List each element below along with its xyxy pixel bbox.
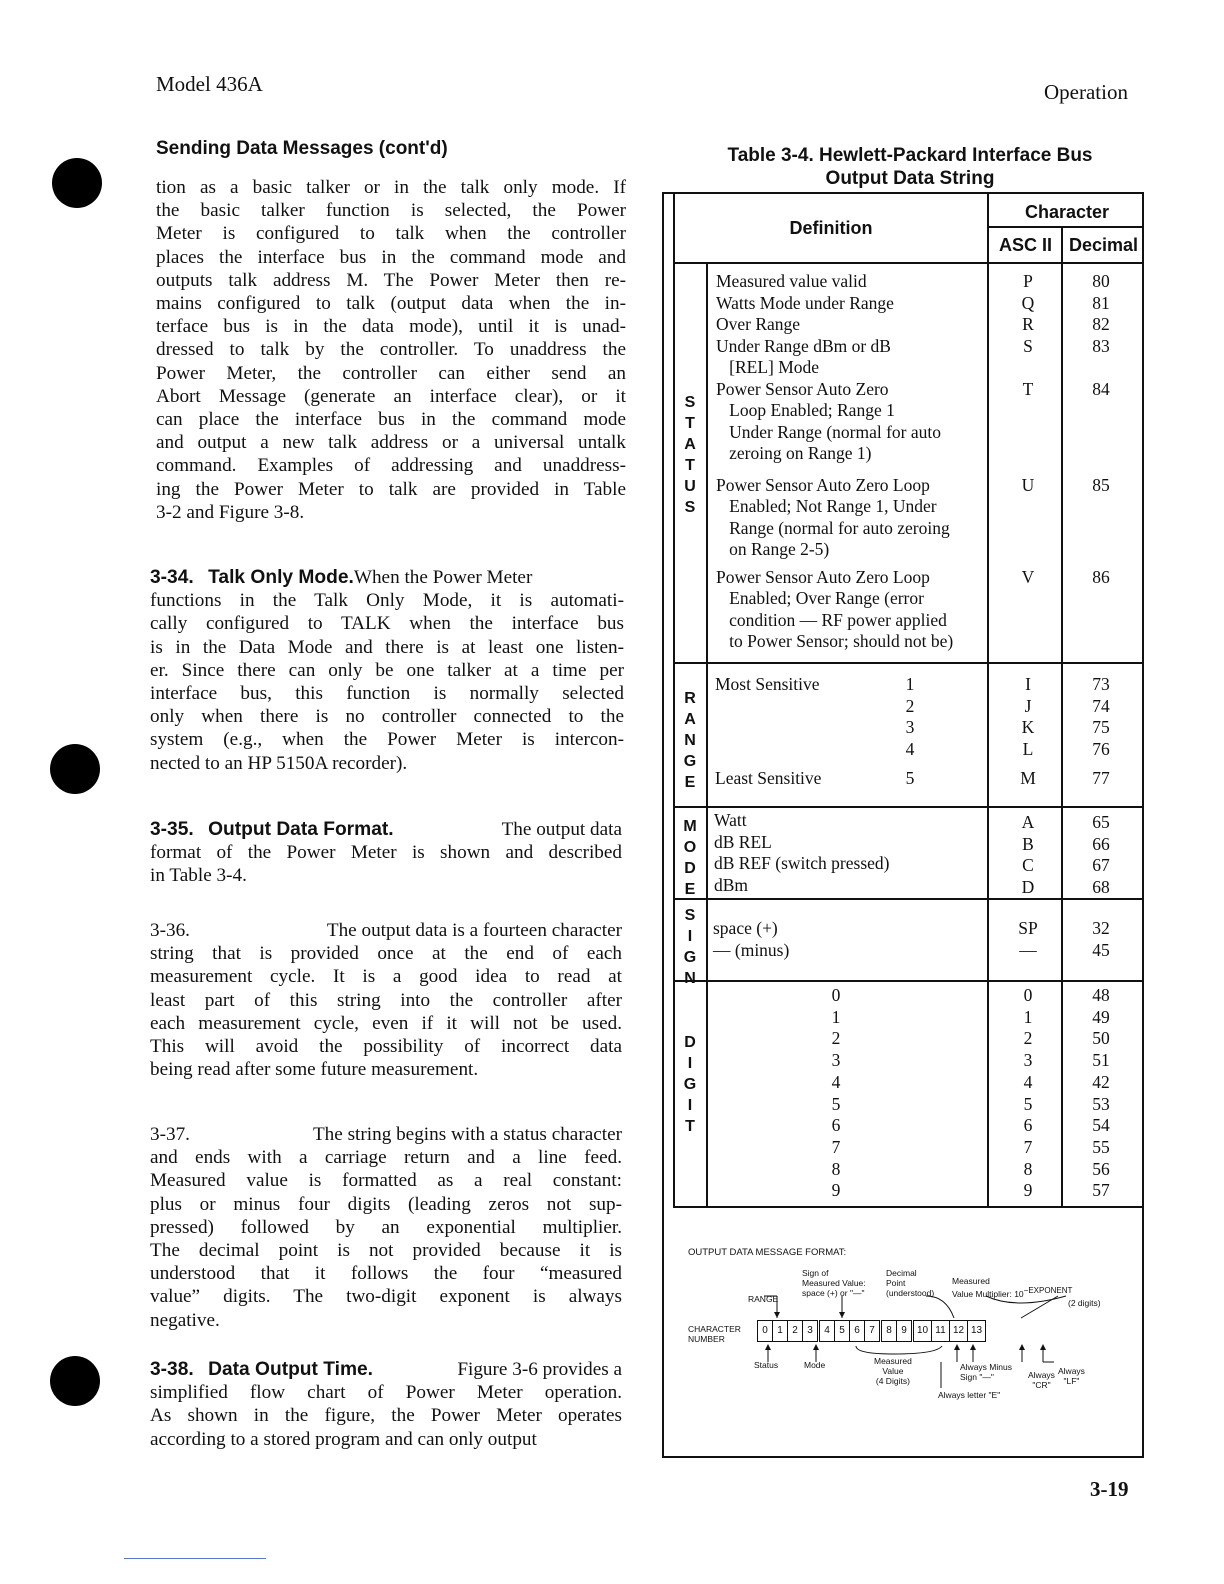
body-line: value” digits. The two-digit exponent is always <box>150 1286 622 1308</box>
body-line: command. Examples of addressing and unaddress- <box>156 455 626 477</box>
digit-definition: 3 <box>831 1050 841 1071</box>
body-line: each measurement cycle, even if it will not be used. <box>150 1012 622 1034</box>
status-ascii: U <box>1021 474 1035 495</box>
para-number: 3-36. <box>150 920 190 941</box>
para-first-line: Figure 3-6 provides a <box>457 1359 622 1380</box>
body-line: interface bus, this function is normally selected <box>150 683 624 705</box>
body-line: string that is provided once at the end of each <box>150 943 622 965</box>
body-line: cally configured to TALK when the interface bus <box>150 613 624 635</box>
digit-decimal: 50 <box>1092 1028 1110 1049</box>
paragraph-3-37 <box>150 1123 622 1332</box>
range-number: 3 <box>905 717 915 737</box>
status-definition-line: Over Range <box>716 314 801 334</box>
body-line: functions in the Talk Only Mode, it is automati- <box>150 590 624 612</box>
mode-ascii: A <box>1021 812 1035 832</box>
column-header-definition: Definition <box>789 218 873 238</box>
status-definition-line: to Power Sensor; should not be) <box>716 631 954 651</box>
two-digits-label: (2 digits) <box>1068 1298 1101 1308</box>
status-decimal: 81 <box>1092 292 1110 313</box>
status-definition-line: Power Sensor Auto Zero Loop <box>716 566 930 587</box>
status-decimal: 83 <box>1092 335 1110 356</box>
status-ascii: P <box>1023 271 1033 291</box>
lf-label: Always "LF" <box>1058 1366 1085 1386</box>
group-label-letter: N <box>684 732 696 749</box>
character-box: 9 <box>896 1320 912 1342</box>
body-line: outputs talk address M. The Power Meter then re- <box>156 269 626 291</box>
para-number: 3-38. <box>150 1359 194 1380</box>
body-line: and output a new talk address or a universal untalk <box>156 432 626 454</box>
range-ascii: M <box>1020 768 1036 788</box>
status-definition-line: on Range 2-5) <box>716 539 830 559</box>
group-label-letter: G <box>683 949 697 966</box>
decimal-point-label: Decimal Point (understood) <box>886 1268 935 1298</box>
sign-definition: — (minus) <box>713 939 790 960</box>
group-label-letter: T <box>685 457 695 474</box>
status-label: Status <box>754 1360 779 1370</box>
body-line: dressed to talk by the controller. To unaddress the <box>156 339 626 361</box>
digit-ascii: 3 <box>1023 1050 1033 1071</box>
group-label-letter: E <box>684 881 696 898</box>
sign-label: Sign of Measured Value: space (+) or "—" <box>802 1268 866 1298</box>
character-box: 3 <box>802 1320 818 1342</box>
mode-group-label <box>680 816 700 900</box>
digit-definition: 7 <box>831 1136 841 1157</box>
mode-definition: dB REL <box>714 831 772 852</box>
character-box: 8 <box>881 1320 897 1342</box>
status-definition-line: Enabled; Not Range 1, Under <box>716 496 937 516</box>
range-decimal: 74 <box>1092 695 1110 716</box>
sign-decimal: 32 <box>1092 918 1110 938</box>
mode-definitions <box>714 810 889 896</box>
range-ascii: J <box>1024 695 1032 716</box>
page-number: 3-19 <box>1090 1477 1129 1501</box>
para-number: 3-37. <box>150 1124 190 1145</box>
group-label-letter: D <box>684 1034 696 1051</box>
status-group-label <box>680 392 700 518</box>
body-line: pressed) followed by an exponential multiplier. <box>150 1216 622 1238</box>
mode-definition: dB REF (switch pressed) <box>714 853 890 873</box>
digit-definition: 6 <box>831 1115 841 1136</box>
range-ascii: L <box>1022 738 1034 759</box>
body-line: system (e.g., when the Power Meter is intercon- <box>150 729 624 751</box>
mode-definition: dBm <box>714 874 749 895</box>
section-header: Operation <box>1044 80 1128 104</box>
digit-ascii: 2 <box>1023 1028 1033 1049</box>
mode-ascii: D <box>1021 876 1035 897</box>
output-format-diagram <box>676 1212 1138 1452</box>
group-label-letter: D <box>684 860 696 877</box>
status-definition-line: Range (normal for auto zeroing <box>716 517 950 538</box>
status-definition-line: Power Sensor Auto Zero <box>716 378 889 399</box>
sign-group-label <box>680 905 700 989</box>
multiplier-label: Measured Value Multiplier: $10^{-EXPONENT}$ <box>952 1276 1073 1299</box>
digit-definition: 9 <box>831 1180 841 1201</box>
character-box: 2 <box>787 1320 803 1342</box>
cr-label: Always "CR" <box>1028 1370 1055 1390</box>
table-caption-line2: Output Data String <box>825 168 995 189</box>
digit-definition: 5 <box>831 1093 841 1114</box>
table-caption <box>690 144 1130 190</box>
measured-value-label: Measured Value (4 Digits) <box>874 1356 912 1386</box>
status-definition-line: condition — RF power applied <box>716 609 947 630</box>
sign-definition: space (+) <box>713 918 778 938</box>
status-definition-line: Measured value valid <box>716 271 867 291</box>
column-header-ascii: ASC II <box>998 235 1052 255</box>
digit-decimal: 57 <box>1092 1180 1110 1201</box>
digit-ascii: 5 <box>1023 1093 1033 1114</box>
body-line: least part of this string into the controller after <box>150 989 622 1011</box>
status-definition-line: [REL] Mode <box>716 357 820 377</box>
digit-definition: 0 <box>831 985 841 1005</box>
body-line: negative. <box>150 1309 220 1331</box>
digit-decimal: 55 <box>1092 1136 1110 1157</box>
character-box: 10 <box>913 1320 932 1342</box>
status-definition-line: Under Range dBm or dB <box>716 335 891 356</box>
body-line: the basic talker function is selected, the Power <box>156 200 626 222</box>
digit-definition: 4 <box>831 1071 841 1092</box>
punch-hole <box>52 158 102 208</box>
body-line: only when there is no controller connected to the <box>150 706 624 728</box>
range-number: 5 <box>905 768 915 788</box>
intro-paragraph <box>156 176 626 524</box>
range-ascii: I <box>1025 674 1031 694</box>
sign-ascii: — <box>1019 939 1037 960</box>
punch-hole <box>50 744 100 794</box>
letter-e-label: Always letter "E" <box>938 1390 1001 1400</box>
digit-ascii: 9 <box>1023 1180 1033 1201</box>
digit-ascii: 8 <box>1023 1158 1033 1179</box>
column-header-decimal: Decimal <box>1068 235 1139 255</box>
character-box: 12 <box>949 1320 968 1342</box>
digit-decimal: 49 <box>1092 1006 1110 1027</box>
sign-decimal: 45 <box>1092 939 1110 960</box>
body-line: and ends with a carriage return and a line feed. <box>150 1147 622 1169</box>
body-line: tion as a basic talker or in the talk only mode. If <box>156 177 626 198</box>
para-first-line: The output data <box>501 819 622 840</box>
body-line: The decimal point is not provided because it is <box>150 1240 622 1262</box>
status-definition-line: Watts Mode under Range <box>716 292 894 313</box>
format-title: OUTPUT DATA MESSAGE FORMAT: <box>688 1247 847 1258</box>
range-decimal: 77 <box>1092 768 1110 788</box>
body-line: er. Since there can only be one talker at a time per <box>150 659 624 681</box>
body-line: Measured value is formatted as a real constant: <box>150 1170 622 1192</box>
body-line: ing the Power Meter to talk are provided in Table <box>156 478 626 500</box>
status-decimal: 85 <box>1092 474 1110 495</box>
body-line: This will avoid the possibility of incorrect data <box>150 1036 622 1058</box>
sign-definitions <box>713 918 789 961</box>
status-definition-line: Under Range (normal for auto <box>716 421 941 442</box>
group-label-letter: M <box>683 818 697 835</box>
status-definitions <box>716 271 953 653</box>
group-label-letter: A <box>684 711 696 728</box>
status-ascii: Q <box>1021 292 1035 313</box>
status-definition-line: Enabled; Over Range (error <box>716 588 924 608</box>
para-first-line: The output data is a fourteen character <box>326 920 622 941</box>
character-box: 4 <box>819 1320 835 1342</box>
digit-group-label <box>680 1032 700 1137</box>
punch-hole <box>50 1356 100 1406</box>
status-decimal: 80 <box>1092 271 1110 291</box>
para-title: Talk Only Mode. <box>208 567 354 588</box>
range-decimal: 73 <box>1092 674 1110 694</box>
sign-ascii: SP <box>1018 918 1038 938</box>
group-label-letter: G <box>683 753 697 770</box>
digit-ascii: 6 <box>1023 1115 1033 1136</box>
status-ascii: R <box>1022 314 1034 334</box>
character-box: 5 <box>834 1320 850 1342</box>
body-line: plus or minus four digits (leading zeros not sup- <box>150 1193 622 1215</box>
paragraph-3-35 <box>150 818 622 888</box>
group-label-letter: A <box>684 436 696 453</box>
body-line: according to a stored program and can only output <box>150 1428 537 1450</box>
mode-ascii: C <box>1022 855 1034 875</box>
group-label-letter: S <box>684 499 696 516</box>
body-line: simplified flow chart of Power Meter operation. <box>150 1382 622 1404</box>
status-ascii: S <box>1023 335 1033 356</box>
status-definition-line: Loop Enabled; Range 1 <box>716 400 895 420</box>
group-label-letter: G <box>683 1076 697 1093</box>
group-label-letter: I <box>687 928 693 945</box>
range-decimal: 76 <box>1092 738 1110 759</box>
para-title: Output Data Format. <box>208 819 394 840</box>
body-line: can place the interface bus in the command mode <box>156 409 626 431</box>
range-ascii: K <box>1021 717 1035 737</box>
digit-decimal: 48 <box>1092 985 1110 1005</box>
character-box: 0 <box>757 1320 773 1342</box>
group-label-letter: R <box>684 690 696 707</box>
body-line: mains configured to talk (output data when the in- <box>156 293 626 315</box>
paragraph-3-38 <box>150 1358 622 1451</box>
digit-ascii: 4 <box>1023 1071 1033 1092</box>
group-label-letter: S <box>684 394 696 411</box>
range-least-sensitive: Least Sensitive <box>715 768 822 788</box>
digit-decimal: 53 <box>1092 1093 1110 1114</box>
group-label-letter: N <box>684 970 696 987</box>
status-definition-line: zeroing on Range 1) <box>716 443 872 463</box>
section-title: Sending Data Messages (cont'd) <box>156 138 448 159</box>
digit-decimal: 51 <box>1092 1050 1110 1071</box>
para-title: Data Output Time. <box>208 1359 374 1380</box>
group-label-letter: U <box>684 478 696 495</box>
table-caption-line1: Table 3-4. Hewlett-Packard Interface Bus <box>727 145 1093 166</box>
digit-decimal: 54 <box>1092 1115 1110 1136</box>
mode-decimal: 67 <box>1092 855 1110 875</box>
digit-definition: 2 <box>831 1028 841 1049</box>
paragraph-3-36 <box>150 919 622 1081</box>
body-line: understood that it follows the four “measured <box>150 1263 622 1285</box>
model-header: Model 436A <box>156 72 263 96</box>
group-label-letter: O <box>683 839 697 856</box>
para-number: 3-35. <box>150 819 194 840</box>
para-first-line: The string begins with a status character <box>312 1124 622 1145</box>
column-header-character: Character <box>1024 202 1110 222</box>
character-box: 6 <box>849 1320 865 1342</box>
range-most-sensitive: Most Sensitive <box>715 674 820 694</box>
range-group-label <box>680 688 700 793</box>
mode-decimal: 65 <box>1092 812 1110 832</box>
body-line: Abort Message (generate an interface clear), or it <box>156 385 626 407</box>
status-ascii: V <box>1021 566 1035 587</box>
status-decimal: 84 <box>1092 378 1110 399</box>
digit-definition: 1 <box>831 1006 841 1027</box>
body-line: is in the Data Mode and there is at least one listen- <box>150 636 624 658</box>
mode-decimal: 66 <box>1092 833 1110 854</box>
character-box: 1 <box>772 1320 788 1342</box>
digit-decimal: 56 <box>1092 1158 1110 1179</box>
minus-sign-label: Always Minus Sign "—" <box>960 1362 1012 1382</box>
body-line: Power Meter, the controller can either send an <box>156 362 626 384</box>
group-label-letter: S <box>684 907 696 924</box>
mode-ascii: B <box>1022 833 1034 854</box>
group-label-letter: T <box>685 415 695 432</box>
group-label-letter: T <box>685 1118 695 1135</box>
range-number: 1 <box>905 674 915 694</box>
format-arrows <box>676 1212 1138 1452</box>
body-line: As shown in the figure, the Power Meter operates <box>150 1405 622 1427</box>
footnote-rule <box>124 1558 266 1559</box>
digit-decimal: 42 <box>1092 1071 1110 1092</box>
group-label-letter: I <box>687 1055 693 1072</box>
paragraph-3-34 <box>150 566 624 775</box>
para-number: 3-34. <box>150 567 194 588</box>
digit-ascii: 1 <box>1023 1006 1033 1027</box>
digit-ascii: 7 <box>1023 1136 1033 1157</box>
group-label-letter: I <box>687 1097 693 1114</box>
status-decimal: 86 <box>1092 566 1110 587</box>
status-decimal: 82 <box>1092 314 1110 334</box>
para-first-line: When the Power Meter <box>353 567 533 588</box>
range-decimal: 75 <box>1092 717 1110 737</box>
character-box: 7 <box>864 1320 880 1342</box>
range-number: 2 <box>905 695 915 716</box>
range-number: 4 <box>905 738 915 759</box>
character-box: 13 <box>967 1320 986 1342</box>
mode-definition: Watt <box>714 810 747 830</box>
body-line: terface bus is in the data mode), until it is unad- <box>156 316 626 338</box>
body-line: nected to an HP 5150A recorder). <box>150 752 408 774</box>
digit-definition: 8 <box>831 1158 841 1179</box>
body-line: places the interface bus in the command mode and <box>156 246 626 268</box>
digit-ascii: 0 <box>1023 985 1033 1005</box>
character-number-label: CHARACTER NUMBER <box>688 1324 741 1344</box>
body-line: Meter is configured to talk when the controller <box>156 223 626 245</box>
group-label-letter: E <box>684 774 696 791</box>
status-ascii: T <box>1022 378 1034 399</box>
body-line: being read after some future measurement. <box>150 1059 479 1081</box>
body-line: 3-2 and Figure 3-8. <box>156 501 305 523</box>
mode-label: Mode <box>804 1360 826 1370</box>
body-line: format of the Power Meter is shown and described <box>150 842 622 864</box>
mode-decimal: 68 <box>1092 876 1110 897</box>
body-line: in Table 3-4. <box>150 865 247 887</box>
digit-definitions <box>816 985 856 1202</box>
character-box: 11 <box>931 1320 950 1342</box>
status-definition-line: Power Sensor Auto Zero Loop <box>716 474 930 495</box>
range-label: RANGE <box>748 1294 779 1304</box>
body-line: measurement cycle. It is a good idea to read at <box>150 966 622 988</box>
